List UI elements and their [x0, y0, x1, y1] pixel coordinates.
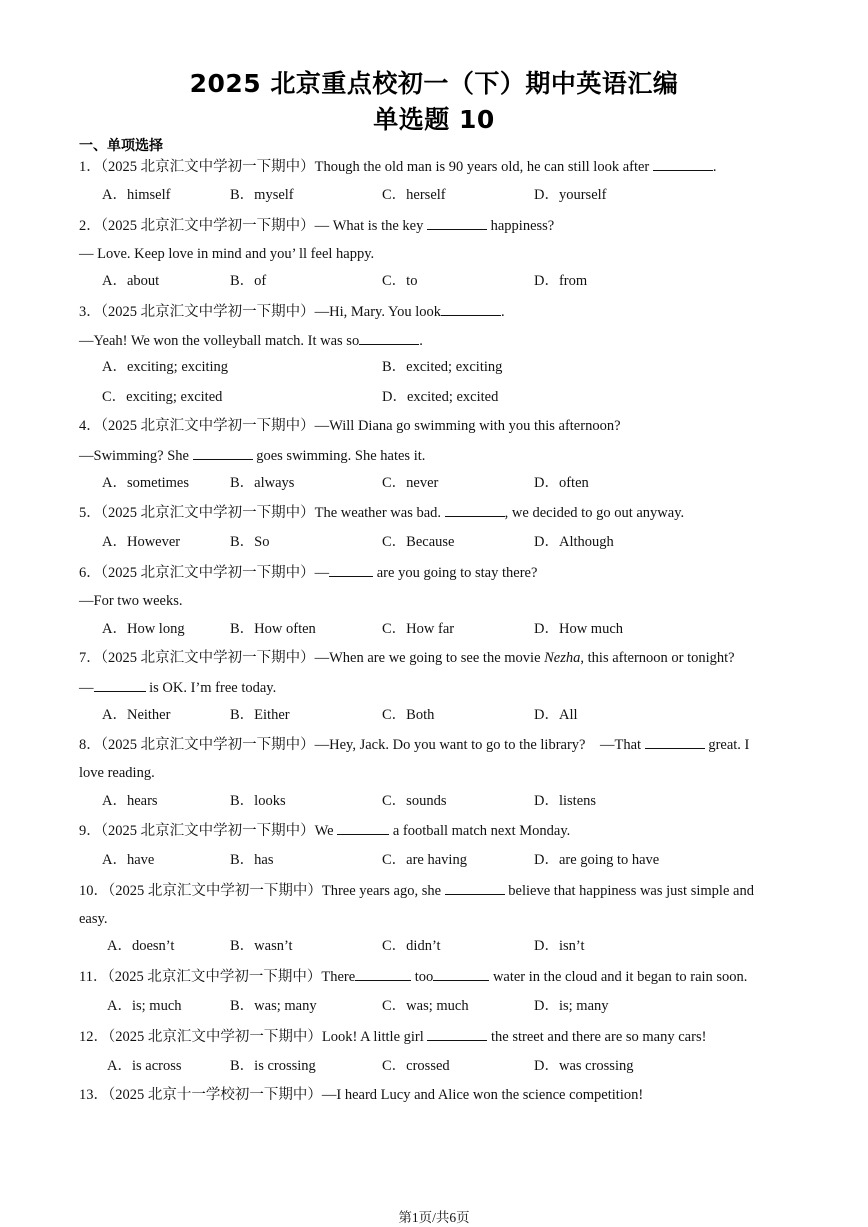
question-text-end: .: [500, 304, 505, 320]
option-b: B．looks: [230, 793, 286, 809]
question-11: [79, 966, 747, 987]
option-c: C．Both: [382, 707, 435, 723]
answer-blank: [653, 156, 713, 171]
question-2: [79, 215, 554, 236]
answer-blank: [355, 966, 411, 981]
option-c: C．to: [382, 273, 418, 289]
option-b: B．So: [230, 534, 270, 550]
question-10: [79, 880, 754, 901]
question-text: 12．（2025 北京汇文中学初一下期中）Look! A little girl: [79, 1029, 428, 1045]
reply-text: —Swimming? She: [79, 448, 193, 464]
question-9: [79, 820, 570, 841]
option-a: A．How long: [102, 621, 185, 637]
question-5: [79, 502, 684, 523]
option-a: A．is across: [107, 1058, 182, 1074]
answer-blank: [329, 562, 373, 577]
option-a: A．Neither: [102, 707, 171, 723]
reply-text: —Yeah! We won the volleyball match. It was so: [79, 333, 360, 349]
option-b: B．of: [230, 273, 267, 289]
option-a: A．himself: [102, 187, 171, 203]
reply-text-end: goes swimming. She hates it.: [252, 448, 426, 464]
question-3-reply: [79, 330, 423, 351]
option-a: A．sometimes: [102, 475, 189, 491]
question-text-mid: too: [411, 969, 434, 985]
answer-blank: [359, 330, 419, 345]
question-text-end: water in the cloud and it began to rain soon.: [489, 969, 748, 985]
option-b: B．Either: [230, 707, 290, 723]
option-c: C．Because: [382, 534, 455, 550]
question-text: 2．（2025 北京汇文中学初一下期中）— What is the key: [79, 218, 427, 234]
option-b: B．was; many: [230, 998, 317, 1014]
question-3: [79, 301, 505, 322]
question-text: 1．（2025 北京汇文中学初一下期中）Though the old man is 90 years old, he can still look after: [79, 159, 653, 175]
answer-blank: [445, 880, 505, 895]
answer-blank: [337, 820, 389, 835]
answer-blank: [427, 215, 487, 230]
question-text-end: are you going to stay there?: [373, 565, 538, 581]
option-d: D．listens: [534, 793, 597, 809]
question-text-end: great. I: [704, 737, 750, 753]
option-d: D．was crossing: [534, 1058, 634, 1074]
option-a: A．have: [102, 852, 155, 868]
page-subtitle: 单选题 10: [373, 105, 495, 134]
question-text: 5．（2025 北京汇文中学初一下期中）The weather was bad.: [79, 505, 445, 521]
option-c: C．How far: [382, 621, 455, 637]
question-text-end: a football match next Monday.: [389, 823, 571, 839]
question-text: 7．（2025 北京汇文中学初一下期中）—When are we going to see the movie: [79, 650, 545, 666]
option-a: A．about: [102, 273, 160, 289]
option-c: C．crossed: [382, 1058, 450, 1074]
option-a: A．doesn’t: [107, 938, 175, 954]
option-a: A．is; much: [107, 998, 182, 1014]
option-d: D．isn’t: [534, 938, 585, 954]
question-4-reply: [79, 445, 425, 466]
option-a: A．exciting; exciting: [102, 359, 229, 375]
option-d: D．Although: [534, 534, 614, 550]
option-b: B．has: [230, 852, 274, 868]
option-b: B．always: [230, 475, 295, 491]
question-text: 6．（2025 北京汇文中学初一下期中）—: [79, 565, 330, 581]
question-text: 10．（2025 北京汇文中学初一下期中）Three years ago, she: [79, 883, 445, 899]
option-d: D．often: [534, 475, 589, 491]
question-10-continued: easy.: [79, 911, 108, 927]
question-2-reply: — Love. Keep love in mind and you’ ll feel happy.: [79, 246, 375, 262]
question-text-end: , this afternoon or tonight?: [580, 650, 735, 666]
question-8: [79, 734, 749, 755]
answer-blank: [433, 966, 489, 981]
option-a: A．hears: [102, 793, 158, 809]
option-d: D．How much: [534, 621, 624, 637]
option-b: B．excited; exciting: [382, 359, 503, 375]
reply-text-end: .: [419, 333, 423, 349]
option-c: C．are having: [382, 852, 467, 868]
option-d: D．is; many: [534, 998, 609, 1014]
question-12: [79, 1026, 706, 1047]
question-8-continued: love reading.: [79, 765, 155, 781]
question-text: 8．（2025 北京汇文中学初一下期中）—Hey, Jack. Do you want to go to the library? —That: [79, 737, 645, 753]
question-6: [79, 562, 537, 583]
option-d: D．excited; excited: [382, 389, 499, 405]
option-d: D．yourself: [534, 187, 607, 203]
option-c: C．sounds: [382, 793, 447, 809]
option-c: C．exciting; excited: [102, 389, 223, 405]
option-b: B．wasn’t: [230, 938, 293, 954]
question-6-reply: —For two weeks.: [79, 593, 183, 609]
option-c: C．herself: [382, 187, 446, 203]
answer-blank: [193, 445, 253, 460]
question-4: 4．（2025 北京汇文中学初一下期中）—Will Diana go swimming with you this afternoon?: [79, 418, 621, 434]
movie-title: Nezha: [544, 650, 581, 666]
page-title: 2025 北京重点校初一（下）期中英语汇编: [189, 69, 679, 98]
option-b: B．myself: [230, 187, 294, 203]
question-text: 9．（2025 北京汇文中学初一下期中）We: [79, 823, 338, 839]
question-13: 13．（2025 北京十一学校初一下期中）—I heard Lucy and Alice won the science competition!: [79, 1087, 644, 1103]
question-text-end: , we decided to go out anyway.: [504, 505, 685, 521]
question-text: 11．（2025 北京汇文中学初一下期中）There: [79, 969, 356, 985]
answer-blank: [441, 301, 501, 316]
question-text: 3．（2025 北京汇文中学初一下期中）—Hi, Mary. You look: [79, 304, 441, 320]
option-b: B．How often: [230, 621, 316, 637]
section-heading: 一、单项选择: [79, 138, 163, 154]
question-7: [79, 648, 735, 668]
question-text-end: .: [712, 159, 717, 175]
page-footer: 第1页/共6页: [398, 1210, 470, 1225]
option-d: D．All: [534, 707, 578, 723]
option-a: A．However: [102, 534, 181, 550]
answer-blank: [445, 502, 505, 517]
question-7-reply: [79, 677, 276, 698]
reply-text-end: is OK. I’m free today.: [145, 680, 277, 696]
question-text-end: the street and there are so many cars!: [487, 1029, 707, 1045]
answer-blank: [94, 677, 146, 692]
question-text-end: believe that happiness was just simple and: [504, 883, 754, 899]
option-c: C．didn’t: [382, 938, 441, 954]
option-d: D．from: [534, 273, 588, 289]
question-1: [79, 156, 717, 177]
option-d: D．are going to have: [534, 852, 660, 868]
reply-text: —: [79, 680, 94, 696]
answer-blank: [645, 734, 705, 749]
option-c: C．was; much: [382, 998, 469, 1014]
answer-blank: [427, 1026, 487, 1041]
option-b: B．is crossing: [230, 1058, 316, 1074]
option-c: C．never: [382, 475, 439, 491]
question-text-end: happiness?: [486, 218, 555, 234]
